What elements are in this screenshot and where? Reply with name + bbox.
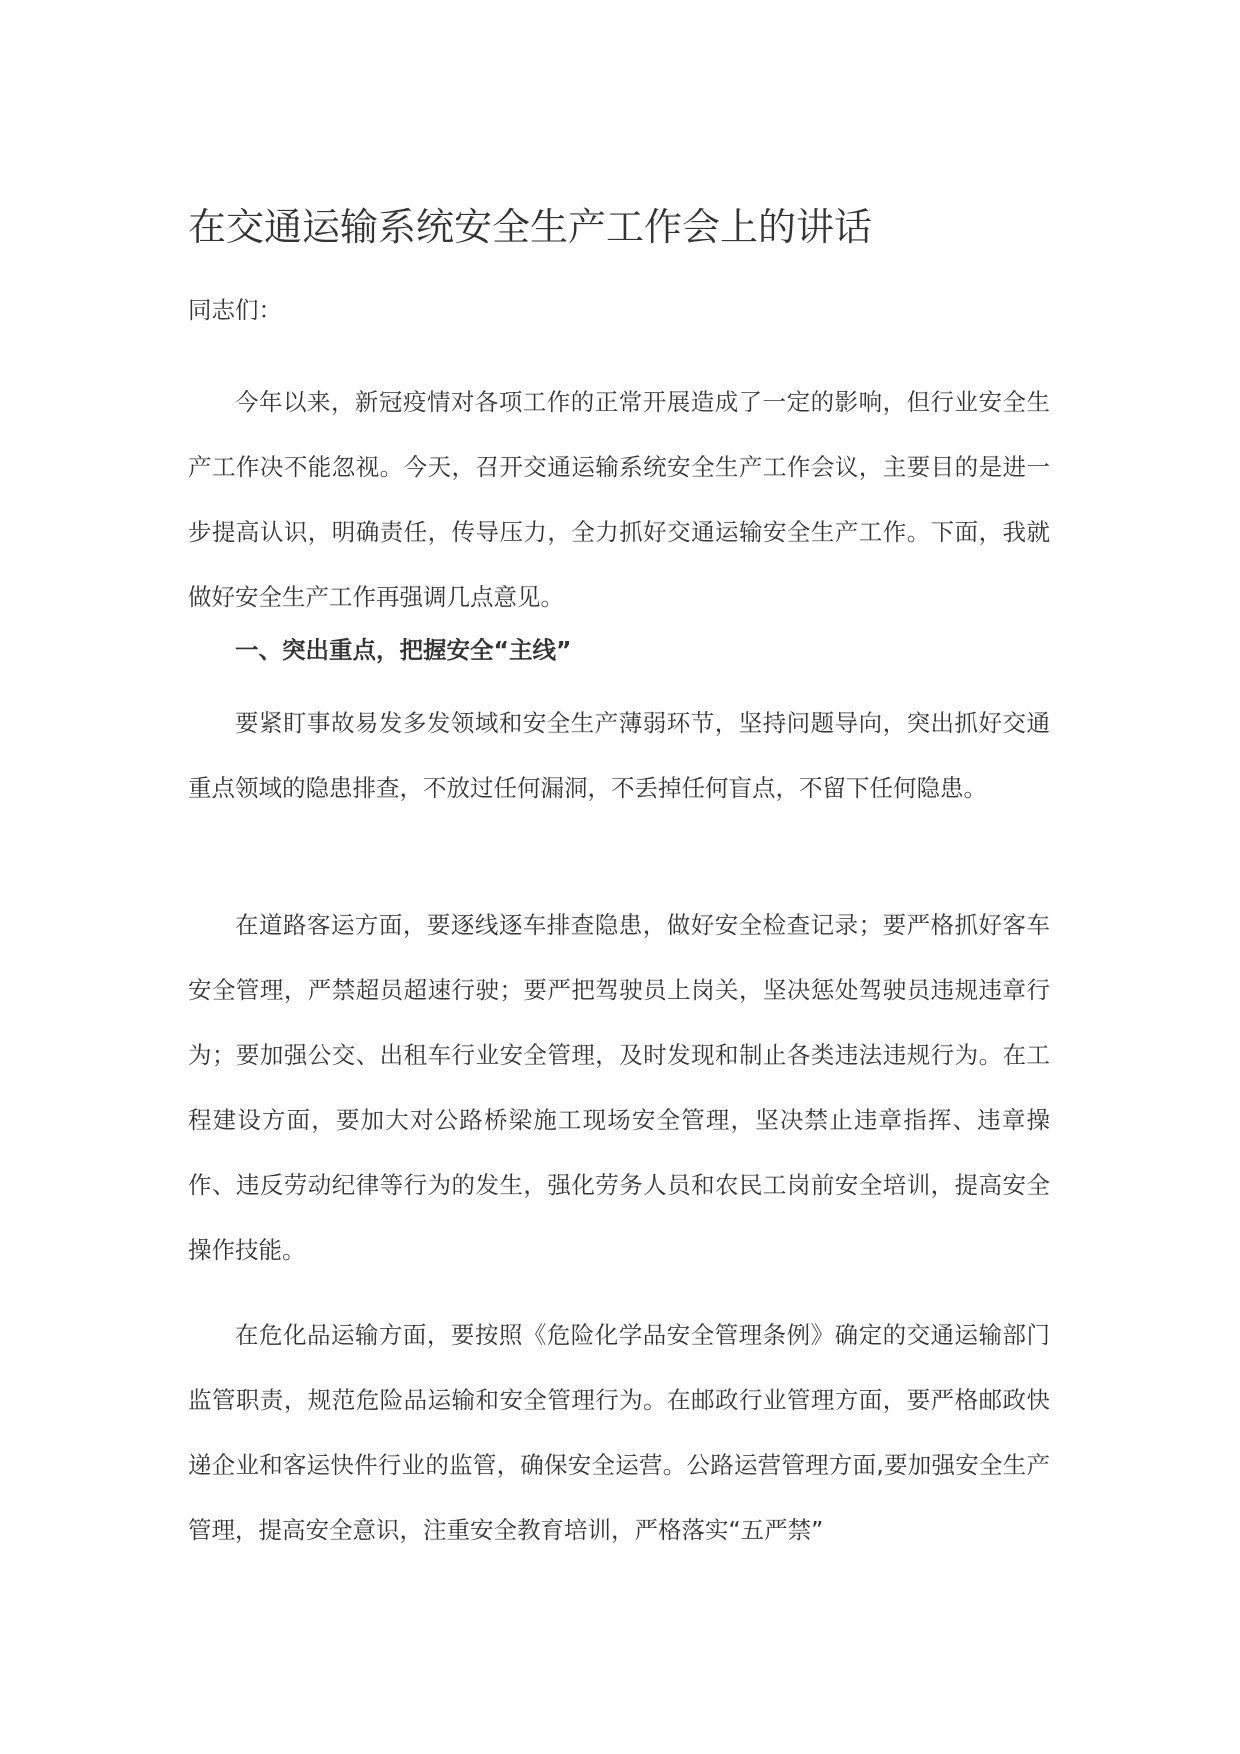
paragraph-section-1-summary: 要紧盯事故易发多发领域和安全生产薄弱环节，坚持问题导向，突出抓好交通重点领域的隐患排查，不放过任何漏洞，不丢掉任何盲点，不留下任何隐患。 xyxy=(188,709,1050,802)
document-title: 在交通运输系统安全生产工作会上的讲话 xyxy=(188,205,873,249)
paragraph-road-and-construction: 在道路客运方面，要逐线逐车排查隐患，做好安全检查记录；要严格抓好客车安全管理，严禁超员超速行驶；要严把驾驶员上岗关，坚决惩处驾驶员违规违章行为；要加强公交、出租车行业安全管理，及时发现和制止各类违法违规行为。在工程建设方面，要加大对公路桥梁施工现场安全管理，坚决禁止违章指挥、违章操作、违反劳动纪律等行为的发生，强化劳务人员和农民工岗前安全培训，提高安全操作技能。 xyxy=(188,911,1050,1264)
paragraph-intro: 今年以来，新冠疫情对各项工作的正常开展造成了一定的影响，但行业安全生产工作决不能忽视。今天，召开交通运输系统安全生产工作会议，主要目的是进一步提高认识，明确责任，传导压力，全力抓好交通运输安全生产工作。下面，我就做好安全生产工作再强调几点意见。 xyxy=(188,388,1050,611)
paragraph-hazmat-and-postal: 在危化品运输方面，要按照《危险化学品安全管理条例》确定的交通运输部门监管职责，规范危险品运输和安全管理行为。在邮政行业管理方面，要严格邮政快递企业和客运快件行业的监管，确保安全运营。公路运营管理方面,要加强安全生产管理，提高安全意识，注重安全教育培训，严格落实“五严禁” xyxy=(188,1321,1050,1544)
salutation: 同志们： xyxy=(188,296,282,324)
section-heading-1: 一、突出重点，把握安全“主线” xyxy=(235,636,572,664)
